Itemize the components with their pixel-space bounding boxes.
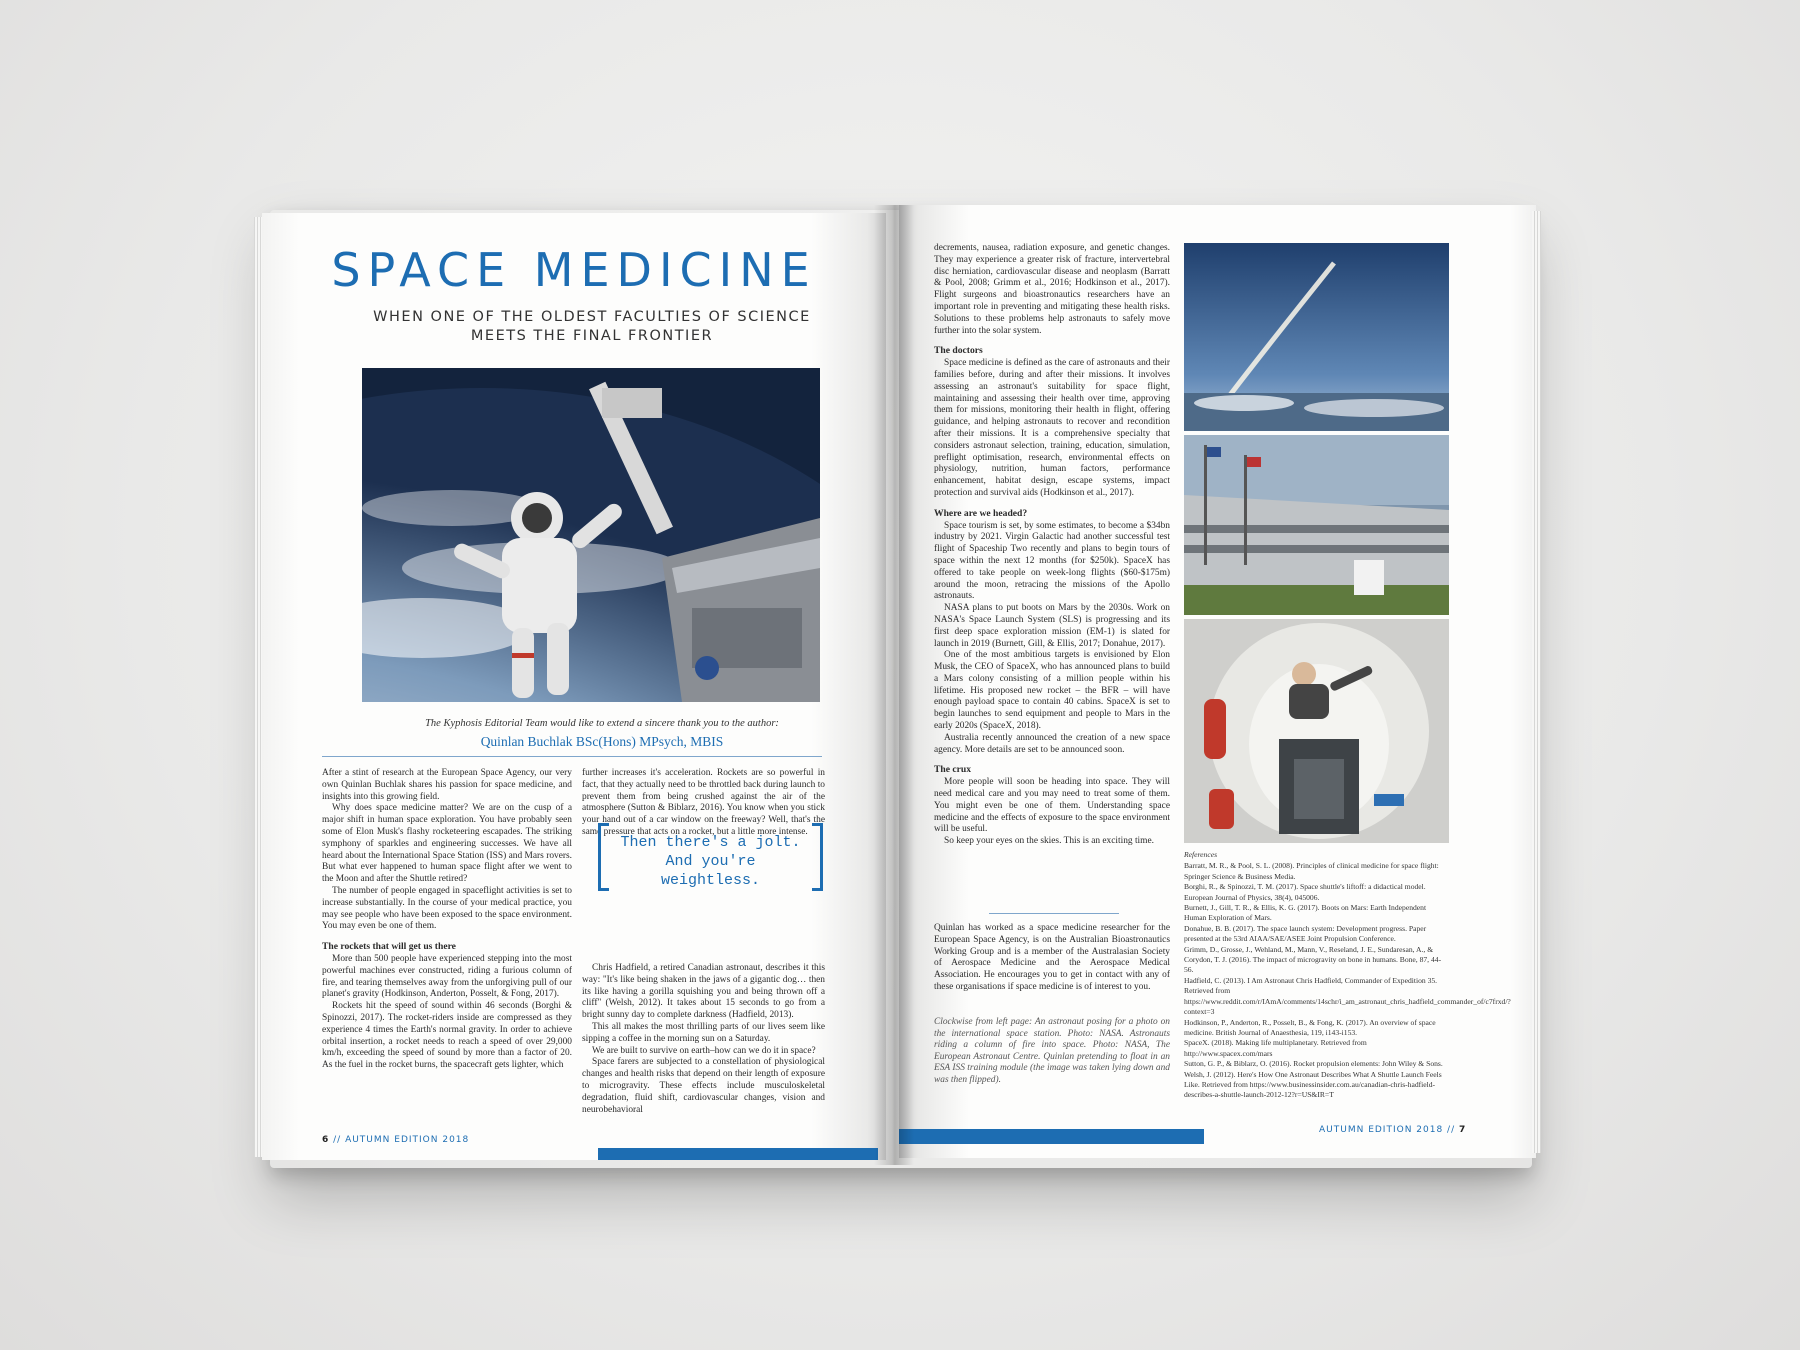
- right-page: [899, 205, 1536, 1158]
- edition-label: AUTUMN EDITION 2018 //: [1319, 1125, 1456, 1135]
- rocket-launch-illustration: [1184, 243, 1449, 431]
- paragraph: Space tourism is set, by some estimates, to become a $34bn industry by 2021. Virgin Galactic had another successful test flight of Spaceship Two recently and plans to begin tours of space within the next 12 months (for $250k). SpaceX has offered to take people on week-long flights ($60-$175m) around the moon, retracing the missions of the Apollo astronauts.: [934, 520, 1170, 602]
- astronaut-centre-illustration: [1184, 435, 1449, 615]
- bio-text: Quinlan has worked as a space medicine researcher for the European Space Agency, is on the Australian Bioastronautics Working Group and is a member of the Australasian Society of Aerospace Medicine and the Aerospace Medical Association. He encourages you to get in contact with any of these organisations if space medicine is of interest to you.: [934, 923, 1170, 992]
- paragraph: After a stint of research at the European Space Agency, our very own Quinlan Buchlak shares his passion for space medicine, and insights into this growing field.: [322, 768, 572, 802]
- reference-item: Barratt, M. R., & Pool, S. L. (2008). Principles of clinical medicine for space flight: Springer Science & Business Media.: [1184, 861, 1439, 881]
- page-edges-right: [1532, 211, 1541, 1153]
- pull-quote: [598, 823, 823, 889]
- paragraph: One of the most ambitious targets is envisioned by Elon Musk, the CEO of SpaceX, who has announced plans to build a Mars colony consisting of a million people within his lifetime. His proposed new rocket – the BFR – will have enough payload space to contain 40 cabins. SpaceX is set to begin launches to send equipment and people to Mars in the early 2020s (SpaceX, 2018).: [934, 650, 1170, 732]
- iss-training-module-photo: [1184, 619, 1449, 843]
- paragraph: Space medicine is defined as the care of astronauts and their families before, during and after their missions. It involves assessing an astronaut's suitability for space flight, maintaining and assessing their health over time, approving them for missions, monitoring their health in flight, offering guidance, and helping astronauts to recover and recondition after their missions. It is a comprehensive specialty that considers astronaut selection, training, education, simulation, preflight optimisation, research, environmental effects on physiology, nutrition, human factors, performance enhancement, habitat design, escape systems, impact protection and survival aids (Hodkinson et al., 2017).: [934, 358, 1170, 498]
- left-page: [262, 213, 886, 1160]
- astronaut-illustration: [362, 368, 820, 702]
- photo-caption: Clockwise from left page: An astronaut posing for a photo on the international space station. Photo: NASA. Astronauts riding a column of fire into space. Photo: NASA, The European Astronaut Centre. Quinlan pretending to float in an ESA ISS training module (the image was taken lying down and was then flipped).: [934, 1017, 1170, 1085]
- left-column-2-continued: [582, 963, 825, 1116]
- left-column-1: [322, 768, 572, 1072]
- author-credit: Quinlan Buchlak BSc(Hons) MPsych, MBIS: [480, 734, 724, 749]
- paragraph: NASA plans to put boots on Mars by the 2030s. Work on NASA's Space Launch System (SLS) is progressing and its first deep space exploration mission (EM-1) is slated for launch in 2019 (Burnett, Gill, & Ellis, 2017; Donahue, 2017).: [934, 603, 1170, 649]
- references-list: [1184, 850, 1511, 1101]
- reference-item: SpaceX. (2018). Making life multiplanetary. Retrieved from http://www.spacex.com/mars: [1184, 1038, 1367, 1058]
- section-heading: Where are we headed?: [934, 507, 1028, 519]
- edition-label: // AUTUMN EDITION 2018: [333, 1135, 470, 1145]
- thanks-note: The Kyphosis Editorial Team would like to extend a sincere thank you to the author:: [425, 718, 779, 729]
- reference-item: Donahue, B. B. (2017). The space launch system: Development progress. Paper presented at the 53rd AIAA/SAE/ASEE Joint Propulsion Conference.: [1184, 923, 1427, 944]
- paragraph: More people will soon be heading into space. They will need medical care and you may need to treat some of them. You might even be one of them. Understanding space medicine and the effects of exposure to the space environment will be useful.: [934, 777, 1170, 835]
- article-subtitle: [322, 308, 862, 346]
- section-heading: The rockets that will get us there: [322, 941, 456, 953]
- paragraph: More than 500 people have experienced stepping into the most powerful machines ever constructed, riding a furious column of fire, and tearing themselves away from the unforgiving pull of our planet's gravity (Hodkinson, Anderton, Posselt, & Fong, 2017).: [322, 953, 572, 1000]
- paragraph: Chris Hadfield, a retired Canadian astronaut, describes it this way: "It's like being shaken in the jaws of a gigantic dog… then its like having a gorilla squishing you and being thrown off a cliff" (Welsh, 2012). It takes about 15 seconds to go from a bright sunny day to complete darkness (Hadfield, 2013).: [582, 963, 825, 1021]
- section-heading: The doctors: [934, 345, 983, 357]
- page-footer-right: [1319, 1125, 1466, 1135]
- rocket-launch-photo: [1184, 243, 1449, 431]
- reference-item: Sutton, G. P., & Biblarz, O. (2016). Rocket propulsion elements: John Wiley & Sons.: [1184, 1059, 1443, 1069]
- reference-item: Welsh, J. (2012). Here's How One Astronaut Describes What A Shuttle Launch Feels Like. Retrieved from https://www.businessinsider.com.au/canadian-chris-hadfield-describes-a-shuttle-launch-2012-12?r=US&IR=T: [1184, 1069, 1442, 1100]
- astronaut-centre-photo: [1184, 435, 1449, 615]
- astronaut-spacewalk-photo: [362, 368, 820, 702]
- training-module-illustration: [1184, 619, 1449, 843]
- paragraph: Space farers are subjected to a constellation of physiological changes and health risks that depend on their length of exposure to microgravity. These effects include musculoskeletal degradation, fluid shift, cardiovascular changes, vision and neurobehavioral: [582, 1057, 825, 1115]
- subtitle-line-2: MEETS THE FINAL FRONTIER: [470, 328, 714, 344]
- quote-bracket-right: [812, 823, 823, 891]
- spine-gutter: [874, 205, 914, 1165]
- reference-item: Grimm, D., Grosse, J., Wehland, M., Mann, V., Reseland, J. E., Sundaresan, A., & Corydon, T. J. (2016). The impact of microgravity on bone in humans. Bone, 87, 44-56.: [1184, 944, 1442, 975]
- page-footer-left: [322, 1135, 469, 1145]
- paragraph: Rockets hit the speed of sound within 46 seconds (Borghi & Spinozzi, 2017). The rocket-riders inside are compressed as they experience 4 times the Earth's normal gravity. In order to achieve orbital insertion, a rocket needs to reach a speed of over 29,000 km/h, exceeding the speed of sound by more than a factor of 20. As the fuel in the rocket burns, the spacecraft gets lighter, which: [322, 1001, 572, 1071]
- paragraph: decrements, nausea, radiation exposure, and genetic changes. They may experience a greater risk of fracture, intervertebral disc herniation, cardiovascular disease and neoplasm (Barratt & Pool, 2008; Grimm et al., 2016; Hodkinson et al., 2017). Flight surgeons and bioastronautics researchers have an important role in preventing and mitigating these health risks. Solutions to these problems help astronauts to safely move further into the solar system.: [934, 243, 1170, 336]
- subtitle-line-1: WHEN ONE OF THE OLDEST FACULTIES OF SCIENCE: [373, 309, 811, 325]
- bio-divider: [989, 913, 1119, 914]
- reference-item: Hadfield, C. (2013). I Am Astronaut Chris Hadfield, Commander of Expedition 35. Retrieved from https://www.reddit.com/r/IAmA/comments/14schr/i_am_astronaut_chris_hadfield_commander_of/c7frxd/?context=3: [1184, 975, 1511, 1017]
- pull-quote-text: [612, 833, 809, 890]
- quote-line-1: Then there's a jolt.: [620, 834, 801, 851]
- author-bio: [934, 923, 1170, 994]
- section-heading: The crux: [934, 764, 972, 776]
- paragraph: further increases it's acceleration. Rockets are so powerful in fact, that they actually need to be throttled back during launch to prevent them from being crushed against the air of the atmosphere (Sutton & Biblarz, 2016). You know when you stick your hand out of a car window on the freeway? Well, that's the same pressure that acts on a rocket, but a little more intense.: [582, 768, 825, 837]
- footer-accent-bar: [598, 1148, 878, 1160]
- paragraph: Why does space medicine matter? We are on the cusp of a major shift in human space exploration. You have probably seen some of Elon Musk's flashy rocketeering escapades. The striking symphony of sparkles and engineering successes. We have all heard about the International Space Station (ISS) and Mars rovers. But what ever happened to human space flight after we went to the Moon and after the Shuttle retired?: [322, 803, 572, 885]
- paragraph: This all makes the most thrilling parts of our lives seem like sipping a coffee in the morning sun on a Saturday.: [582, 1021, 825, 1044]
- paragraph: So keep your eyes on the skies. This is an exciting time.: [944, 836, 1154, 847]
- paragraph: We are built to survive on earth–how can we do it in space?: [592, 1045, 816, 1056]
- magazine-spread: [262, 205, 1536, 1160]
- reference-item: Borghi, R., & Spinozzi, T. M. (2017). Space shuttle's liftoff: a didactical model. European Journal of Physics, 38(4), 045006.: [1184, 882, 1426, 902]
- quote-line-2: And you're weightless.: [660, 853, 761, 889]
- paragraph: Australia recently announced the creation of a new space agency. More details are set to be announced soon.: [934, 732, 1170, 755]
- reference-item: Hodkinson, P., Anderton, R., Posselt, B., & Fong, K. (2017). An overview of space medicine. British Journal of Anaesthesia, 119, i143-i153.: [1184, 1017, 1436, 1037]
- references-title: References: [1184, 850, 1218, 859]
- footer-accent-bar-right: [899, 1129, 1204, 1144]
- reference-item: Burnett, J., Gill, T. R., & Ellis, K. G. (2017). Boots on Mars: Earth Independent Human Exploration of Mars.: [1184, 903, 1427, 923]
- page-number: 6: [322, 1135, 330, 1145]
- article-title: SPACE MEDICINE: [331, 243, 817, 297]
- paragraph: The number of people engaged in spaceflight activities is set to increase substantially. In the course of your medical practice, you may see people who have been exposed to the space environment. You may even be one of them.: [322, 885, 572, 932]
- right-column-1: [934, 243, 1170, 848]
- quote-bracket-left: [598, 823, 609, 891]
- divider-rule: [322, 756, 822, 757]
- page-number: 7: [1459, 1125, 1467, 1135]
